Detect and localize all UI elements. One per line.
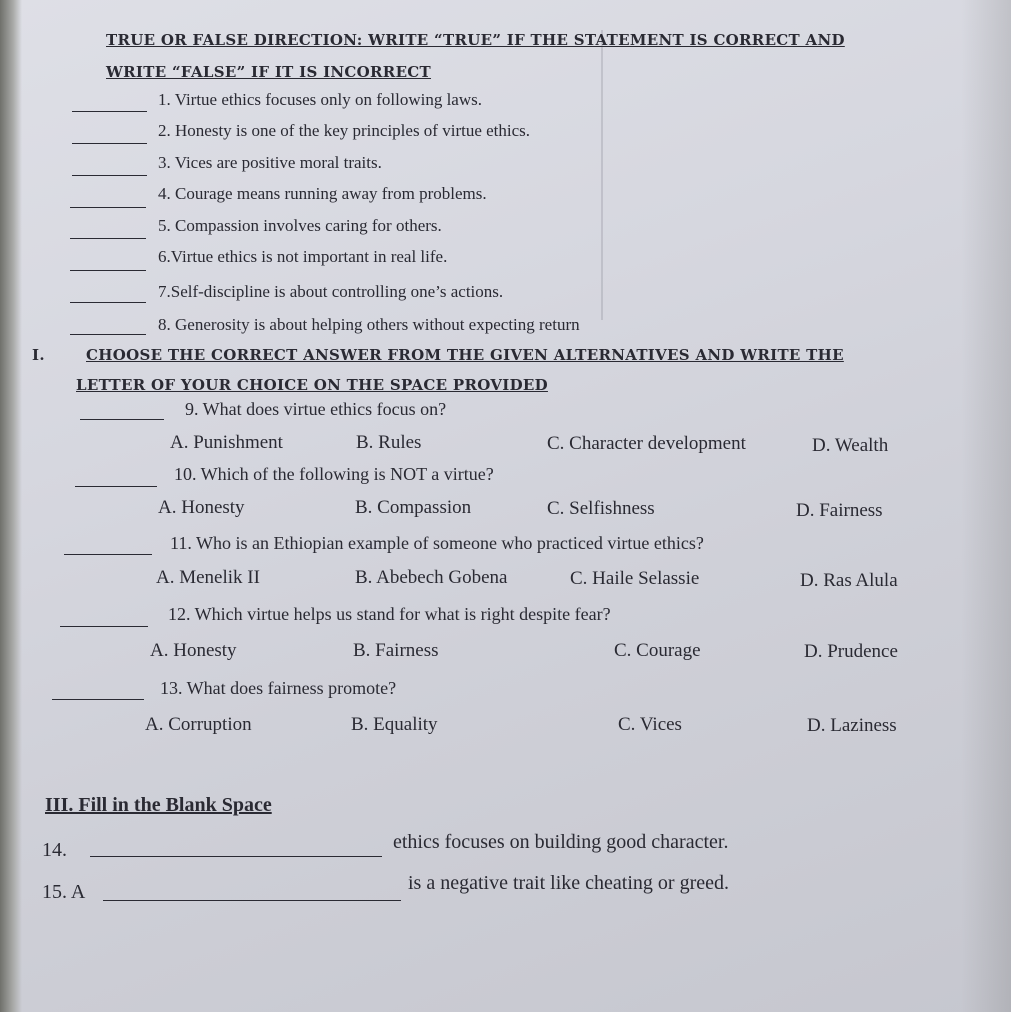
- tf-item-3: 3. Vices are positive moral traits.: [158, 153, 382, 172]
- answer-blank-9[interactable]: [80, 418, 164, 420]
- tf-item-2: 2. Honesty is one of the key principles of virtue ethics.: [158, 121, 531, 140]
- q12-option-a: A. Honesty: [150, 640, 237, 661]
- tf-item-6: 6.Virtue ethics is not important in real life.: [158, 247, 448, 266]
- answer-blank-13[interactable]: [52, 698, 144, 700]
- question-9: 9. What does virtue ethics focus on?: [185, 399, 447, 419]
- tf-item-1: 1. Virtue ethics focuses only on following laws.: [158, 90, 482, 109]
- answer-blank-7[interactable]: [70, 301, 146, 303]
- tf-item-8: 8. Generosity is about helping others without expecting return: [158, 315, 580, 334]
- q13-option-a: A. Corruption: [145, 714, 252, 735]
- answer-blank-5[interactable]: [70, 237, 146, 239]
- answer-blank-14[interactable]: [90, 855, 382, 857]
- tf-heading-line1: TRUE OR FALSE DIRECTION: WRITE “TRUE” IF THE STATEMENT IS CORRECT AND: [106, 31, 845, 49]
- q9-option-d: D. Wealth: [812, 435, 889, 456]
- answer-blank-10[interactable]: [75, 485, 157, 487]
- q10-option-c: C. Selfishness: [547, 498, 655, 519]
- fill-item-15-text: is a negative trait like cheating or greed.: [408, 872, 729, 894]
- q11-option-c: C. Haile Selassie: [570, 568, 700, 589]
- q11-option-d: D. Ras Alula: [800, 570, 898, 591]
- mc-section-number: I.: [32, 346, 45, 364]
- tf-item-4: 4. Courage means running away from problems.: [158, 184, 487, 203]
- answer-blank-3[interactable]: [72, 174, 147, 176]
- q12-option-d: D. Prudence: [804, 641, 898, 662]
- tf-item-7: 7.Self-discipline is about controlling one’s actions.: [158, 282, 504, 301]
- q10-option-b: B. Compassion: [355, 497, 472, 518]
- paper-shadow-edge: [0, 0, 22, 1012]
- answer-blank-15[interactable]: [103, 899, 401, 901]
- fill-blank-heading: III. Fill in the Blank Space: [45, 794, 272, 816]
- q11-option-a: A. Menelik II: [156, 567, 260, 588]
- q12-option-c: C. Courage: [614, 640, 701, 661]
- fill-item-15-prefix: 15. A: [42, 881, 86, 903]
- q10-option-a: A. Honesty: [158, 497, 245, 518]
- answer-blank-1[interactable]: [72, 110, 147, 112]
- question-11: 11. Who is an Ethiopian example of someone who practiced virtue ethics?: [170, 533, 704, 553]
- answer-blank-8[interactable]: [70, 333, 146, 335]
- q13-option-c: C. Vices: [618, 714, 682, 735]
- paper-fold-line: [601, 30, 603, 320]
- answer-blank-11[interactable]: [64, 553, 152, 555]
- q9-option-b: B. Rules: [356, 432, 422, 453]
- fill-item-14-prefix: 14.: [42, 839, 67, 861]
- question-13: 13. What does fairness promote?: [160, 678, 397, 698]
- q10-option-d: D. Fairness: [796, 500, 883, 521]
- q13-option-b: B. Equality: [351, 714, 438, 735]
- answer-blank-12[interactable]: [60, 625, 148, 627]
- q9-option-a: A. Punishment: [170, 432, 283, 453]
- answer-blank-6[interactable]: [70, 269, 146, 271]
- tf-item-5: 5. Compassion involves caring for others.: [158, 216, 442, 235]
- fill-item-14-text: ethics focuses on building good character.: [393, 831, 729, 853]
- question-10: 10. Which of the following is NOT a virtue?: [174, 464, 494, 484]
- answer-blank-2[interactable]: [72, 142, 147, 144]
- mc-heading-line2: LETTER OF YOUR CHOICE ON THE SPACE PROVIDED: [76, 376, 548, 394]
- paper-right-shadow: [961, 0, 1011, 1012]
- q11-option-b: B. Abebech Gobena: [355, 567, 508, 588]
- question-12: 12. Which virtue helps us stand for what is right despite fear?: [168, 604, 611, 624]
- tf-heading-line2: WRITE “FALSE” IF IT IS INCORRECT: [106, 63, 432, 81]
- mc-heading-line1: CHOOSE THE CORRECT ANSWER FROM THE GIVEN ALTERNATIVES AND WRITE THE: [86, 346, 844, 364]
- q9-option-c: C. Character development: [547, 433, 746, 454]
- q12-option-b: B. Fairness: [353, 640, 439, 661]
- answer-blank-4[interactable]: [70, 206, 146, 208]
- q13-option-d: D. Laziness: [807, 715, 897, 736]
